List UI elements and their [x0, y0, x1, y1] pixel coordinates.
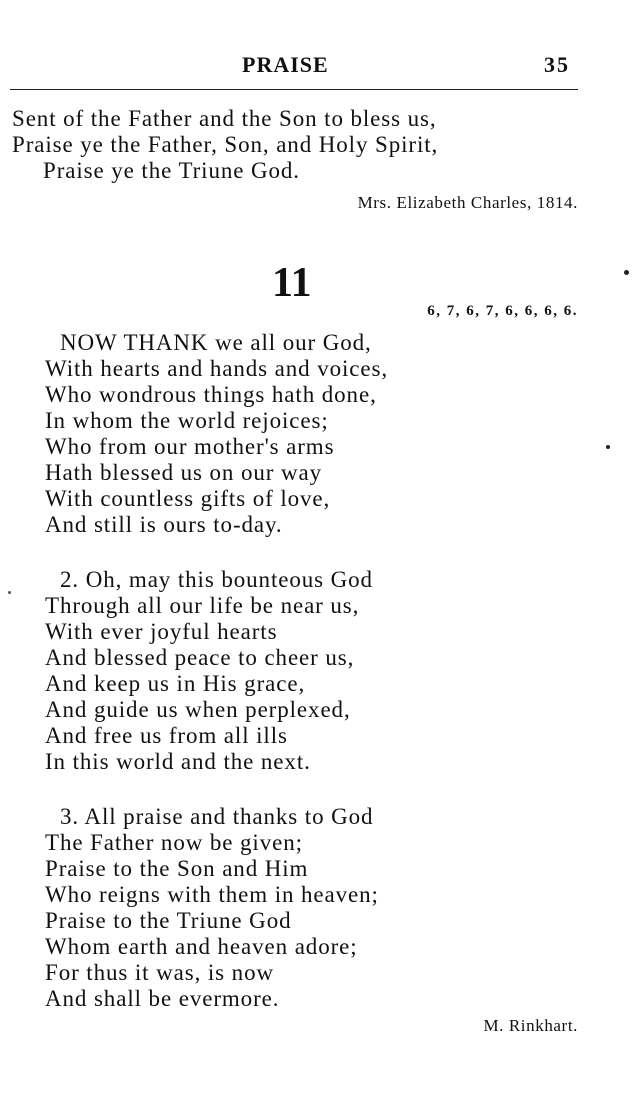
verse-1-line: With countless gifts of love,: [45, 486, 331, 511]
verse-2-line: And free us from all ills: [45, 723, 288, 748]
verse-3-line: Praise to the Triune God: [45, 908, 292, 933]
verse-1-line: Hath blessed us on our way: [45, 460, 322, 485]
verse-3-line: Praise to the Son and Him: [45, 856, 309, 881]
previous-hymn-line: Praise ye the Triune God.: [43, 158, 300, 183]
verse-2-line: With ever joyful hearts: [45, 619, 278, 644]
verse-3-line: Who reigns with them in heaven;: [45, 882, 379, 907]
scan-speck: [606, 445, 610, 449]
verse-3-line: 3. All praise and thanks to God: [60, 804, 374, 829]
page-number: 35: [544, 52, 570, 77]
previous-hymn-attribution: Mrs. Elizabeth Charles, 1814.: [357, 193, 578, 212]
hymn-number: 11: [272, 260, 312, 306]
header-rule: [10, 89, 578, 90]
verse-2-line: Through all our life be near us,: [45, 593, 360, 618]
verse-2-line: And blessed peace to cheer us,: [45, 645, 355, 670]
verse-3-line: And shall be evermore.: [45, 986, 280, 1011]
verse-1-line: NOW THANK we all our God,: [60, 330, 372, 355]
verse-2-line: And keep us in His grace,: [45, 671, 306, 696]
verse-1-line: In whom the world rejoices;: [45, 408, 329, 433]
running-header-title: PRAISE: [242, 52, 329, 77]
scan-speck: [8, 591, 11, 594]
previous-hymn-line: Sent of the Father and the Son to bless us,: [12, 106, 437, 131]
verse-2-line: 2. Oh, may this bounteous God: [60, 567, 373, 592]
verse-3-line: The Father now be given;: [45, 830, 303, 855]
previous-hymn-line: Praise ye the Father, Son, and Holy Spirit,: [12, 132, 439, 157]
verse-2-line: And guide us when perplexed,: [45, 697, 351, 722]
verse-1-line: And still is ours to-day.: [45, 512, 283, 537]
verse-2-line: In this world and the next.: [45, 749, 311, 774]
verse-1-line: With hearts and hands and voices,: [45, 356, 389, 381]
hymn-meter: 6, 7, 6, 7, 6, 6, 6, 6.: [427, 303, 578, 319]
scan-speck: [624, 270, 629, 275]
verse-1-line: Who wondrous things hath done,: [45, 382, 377, 407]
verse-3-line: For thus it was, is now: [45, 960, 274, 985]
verse-1-line: Who from our mother's arms: [45, 434, 335, 459]
verse-3-line: Whom earth and heaven adore;: [45, 934, 358, 959]
hymn-attribution: M. Rinkhart.: [483, 1016, 578, 1035]
